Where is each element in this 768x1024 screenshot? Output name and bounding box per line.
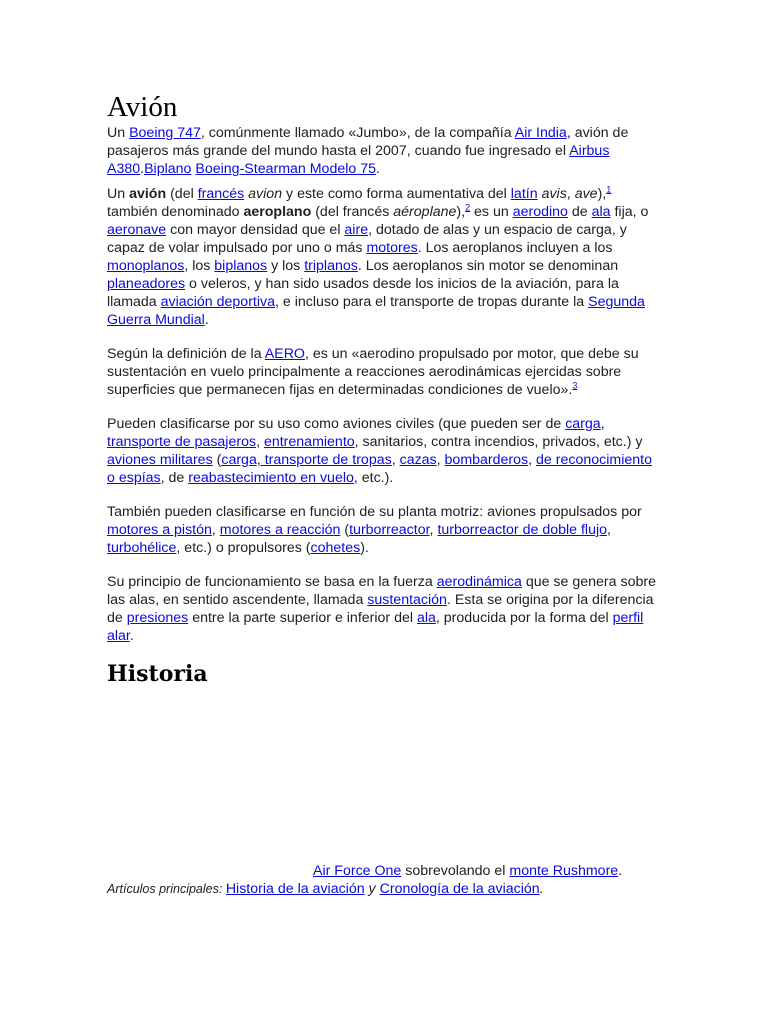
section-heading-historia: Historia <box>107 661 208 687</box>
link-planeadores[interactable]: planeadores <box>107 276 186 292</box>
link-turbohelice[interactable]: turbohélice <box>107 540 177 556</box>
link-carga-transporte-tropas[interactable]: carga, transporte de tropas <box>221 452 392 468</box>
reference-1[interactable]: 1 <box>606 184 612 195</box>
link-cohetes[interactable]: cohetes <box>310 540 361 556</box>
link-biplano[interactable]: Biplano <box>144 161 192 177</box>
paragraph-classification-power: También pueden clasificarse en función de su planta motriz: aviones propulsados por motores a pistón, motores a reacción (turborreactor, turborreactor de doble flujo, turbohélice, etc.) o propulsores (cohetes). <box>107 504 642 556</box>
link-ala[interactable]: ala <box>591 204 611 220</box>
link-motores-reaccion[interactable]: motores a reacción <box>219 522 341 538</box>
link-aire[interactable]: aire <box>344 222 369 238</box>
link-turborreactor-doble-flujo[interactable]: turborreactor de doble flujo <box>437 522 608 538</box>
link-biplanos[interactable]: biplanos <box>214 258 268 274</box>
link-aviacion-deportiva[interactable]: aviación deportiva <box>160 294 275 310</box>
link-aeronave[interactable]: aeronave <box>107 222 167 238</box>
page-title: Avión <box>107 91 178 123</box>
link-bombarderos[interactable]: bombarderos <box>444 452 529 468</box>
link-monoplanos[interactable]: monoplanos <box>107 258 185 274</box>
link-frances[interactable]: francés <box>197 186 245 202</box>
link-carga[interactable]: carga <box>565 416 601 432</box>
link-motores[interactable]: motores <box>366 240 418 256</box>
link-historia-aviacion[interactable]: Historia de la aviación <box>225 881 365 897</box>
link-reconocimiento[interactable]: de reconocimiento o espías <box>107 452 652 486</box>
link-perfil-alar[interactable]: perfil alar <box>107 610 644 644</box>
link-segunda-guerra-mundial[interactable]: Segunda Guerra Mundial <box>107 294 645 328</box>
link-transporte-pasajeros[interactable]: transporte de pasajeros <box>107 434 257 450</box>
main-articles-note: Artículos principales: Historia de la aviación y Cronología de la aviación. <box>107 881 544 897</box>
link-boeing-747[interactable]: Boeing 747 <box>129 125 201 141</box>
paragraph-principle: Su principio de funcionamiento se basa en la fuerza aerodinámica que se genera sobre las alas, en sentido ascendente, llamada sustentación. Esta se origina por la diferencia de presiones entre la parte superior e inferior del ala, producida por la forma del perfil alar. <box>107 574 656 644</box>
link-aero[interactable]: AERO <box>264 346 305 362</box>
link-entrenamiento[interactable]: entrenamiento <box>263 434 355 450</box>
reference-2[interactable]: 2 <box>465 202 471 213</box>
paragraph-classification-use: Pueden clasificarse por su uso como aviones civiles (que pueden ser de carga, transporte de pasajeros, entrenamiento, sanitarios, contra incendios, privados, etc.) y aviones militares (carga, transporte de tropas, cazas, bombarderos, de reconocimiento o espías, de reabastecimiento en vuelo, etc.). <box>107 416 652 486</box>
link-airbus-a380[interactable]: Airbus A380 <box>107 143 610 177</box>
link-boeing-stearman[interactable]: Boeing-Stearman Modelo 75 <box>195 161 376 177</box>
link-aviones-militares[interactable]: aviones militares <box>107 452 213 468</box>
article-content <box>107 90 663 687</box>
link-aerodinamica[interactable]: aerodinámica <box>436 574 522 590</box>
link-triplanos[interactable]: triplanos <box>304 258 358 274</box>
link-aerodino[interactable]: aerodino <box>512 204 568 220</box>
link-turborreactor[interactable]: turborreactor <box>349 522 430 538</box>
image-caption-air-force-one: Air Force One sobrevolando el monte Rushmore. <box>313 863 623 879</box>
paragraph-intro: Un avión (del francés avion y este como forma aumentativa del latín avis, ave),$^1$ también denominado aeroplano (del francés aéroplane),$^2$ es un aerodino de ala fija, o aeronave con mayor densidad que el aire, dotado de alas y un espacio de carga, y capaz de volar impulsado por uno o más motores. Los aeroplanos incluyen a los monoplanos, los biplanos y los triplanos. Los aeroplanos sin motor se denominan planeadores o veleros, y han sido usados desde los inicios de la aviación, para la llamada aviación deportiva, e incluso para el transporte de tropas durante la Segunda Guerra Mundial. <box>107 184 649 328</box>
link-reabastecimiento[interactable]: reabastecimiento en vuelo <box>188 470 354 486</box>
link-sustentacion[interactable]: sustentación <box>367 592 447 608</box>
image-caption: Un Boeing 747, comúnmente llamado «Jumbo», de la compañía Air India, avión de pasajeros más grande del mundo hasta el 2007, cuando fue ingresado el Airbus A380.Biplano Boeing-Stearman Modelo 75. <box>107 125 629 177</box>
link-latin[interactable]: latín <box>510 186 538 202</box>
link-cazas[interactable]: cazas <box>399 452 437 468</box>
link-cronologia-aviacion[interactable]: Cronología de la aviación <box>379 881 540 897</box>
paragraph-definition: Según la definición de la AERO, es un «aerodino propulsado por motor, que debe su sustentación en vuelo principalmente a reacciones aerodinámicas ejercidas sobre superficies que permanecen fijas en determinadas condiciones de vuelo».$^3$ <box>107 346 639 398</box>
link-air-india[interactable]: Air India <box>514 125 567 141</box>
link-air-force-one[interactable]: Air Force One <box>313 863 402 879</box>
link-motores-piston[interactable]: motores a pistón <box>107 522 212 538</box>
reference-3[interactable]: 3 <box>572 380 578 391</box>
link-monte-rushmore[interactable]: monte Rushmore <box>509 863 619 879</box>
link-ala-2[interactable]: ala <box>416 610 436 626</box>
link-presiones[interactable]: presiones <box>126 610 189 626</box>
